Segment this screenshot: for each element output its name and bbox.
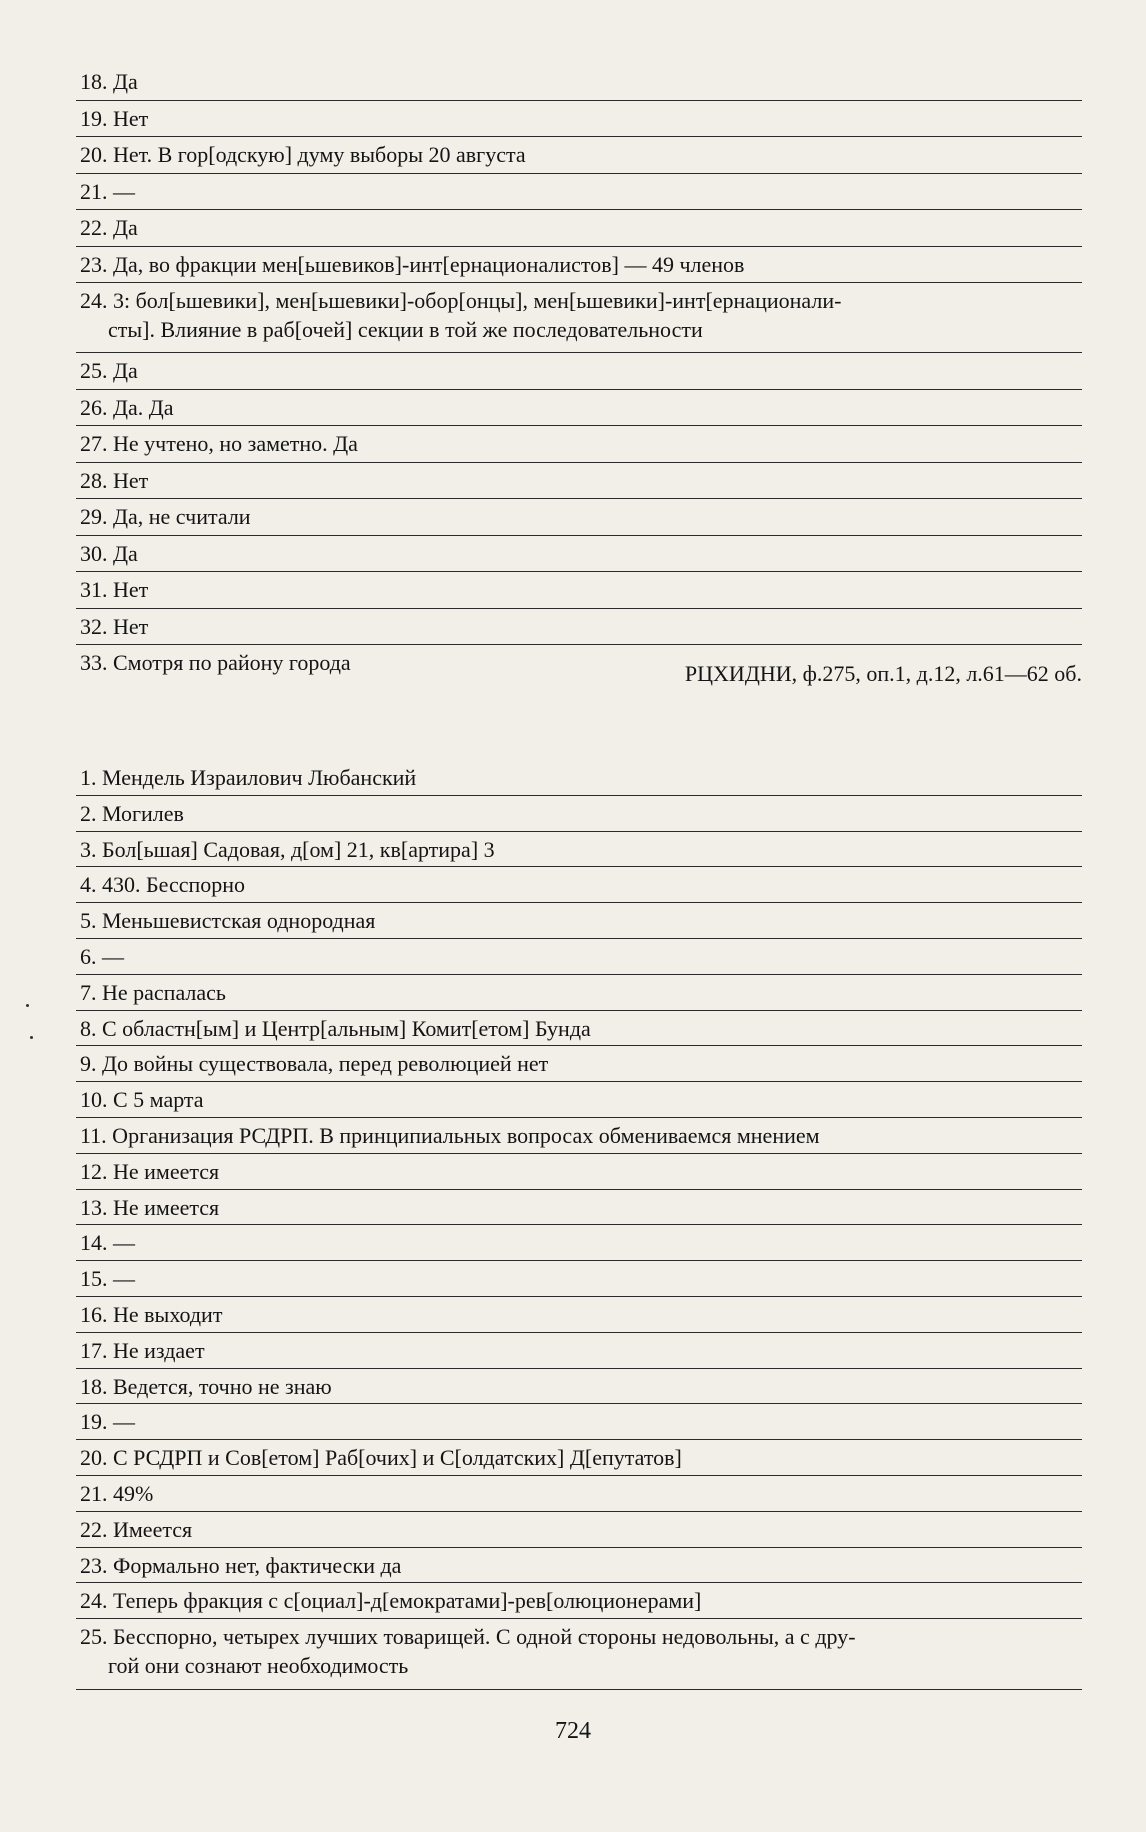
answer-line: 24. 3: бол[ьшевики], мен[ьшевики]-обор[онцы], мен[ьшевики]-инт[ернационали- [80, 288, 842, 313]
questionnaire-answers-part-1 [76, 64, 1082, 682]
answer-row [76, 283, 1082, 353]
answer-row: 24. Теперь фракция с с[оциал]-д[емократами]-рев[олюционерами] [76, 1583, 1082, 1619]
answer-row: 21. 49% [76, 1476, 1082, 1512]
questionnaire-answers-part-2 [76, 760, 1082, 1690]
answer-row: 18. Да [76, 64, 1082, 101]
answer-row: 23. Да, во фракции мен[ьшевиков]-инт[ернационалистов] — 49 членов [76, 247, 1082, 284]
page-number: 724 [555, 1718, 591, 1744]
answer-row: 20. С РСДРП и Сов[етом] Раб[очих] и С[олдатских] Д[епутатов] [76, 1440, 1082, 1476]
answer-row: 31. Нет [76, 572, 1082, 609]
answer-row: 15. — [76, 1261, 1082, 1297]
answer-row: 7. Не распалась [76, 975, 1082, 1011]
answer-row: 22. Имеется [76, 1512, 1082, 1548]
answer-row: 18. Ведется, точно не знаю [76, 1369, 1082, 1405]
answer-row: 16. Не выходит [76, 1297, 1082, 1333]
answer-row: 6. — [76, 939, 1082, 975]
answer-row: 21. — [76, 174, 1082, 211]
ink-speck [26, 1004, 29, 1007]
answer-row: 19. — [76, 1404, 1082, 1440]
answer-row: 8. С областн[ым] и Центр[альным] Комит[етом] Бунда [76, 1011, 1082, 1047]
answer-row: 32. Нет [76, 609, 1082, 646]
answer-row: 3. Бол[ьшая] Садовая, д[ом] 21, кв[артира] 3 [76, 832, 1082, 868]
answer-row: 17. Не издает [76, 1333, 1082, 1369]
answer-line-continued: сты]. Влияние в раб[очей] секции в той же последовательности [108, 317, 703, 342]
answer-row: 29. Да, не считали [76, 499, 1082, 536]
answer-line-continued: гой они сознают необходимость [108, 1653, 409, 1679]
answer-row: 27. Не учтено, но заметно. Да [76, 426, 1082, 463]
answer-row: 13. Не имеется [76, 1190, 1082, 1226]
answer-row: 20. Нет. В гор[одскую] думу выборы 20 августа [76, 137, 1082, 174]
answer-row: 5. Меньшевистская однородная [76, 903, 1082, 939]
answer-row: 1. Мендель Израилович Любанский [76, 760, 1082, 796]
answer-row: 28. Нет [76, 463, 1082, 500]
answer-row: 10. С 5 марта [76, 1082, 1082, 1118]
answer-row: 26. Да. Да [76, 390, 1082, 427]
answer-row: 9. До войны существовала, перед революцией нет [76, 1046, 1082, 1082]
answer-row: 22. Да [76, 210, 1082, 247]
archive-source-reference: РЦХИДНИ, ф.275, оп.1, д.12, л.61—62 об. [684, 661, 1082, 686]
answer-row: 4. 430. Бесспорно [76, 867, 1082, 903]
answer-row: 25. Да [76, 353, 1082, 390]
answer-row: 33. Смотря по району города [80, 650, 351, 675]
answer-row [76, 1619, 1082, 1690]
ink-speck [30, 1036, 33, 1039]
answer-row: 14. — [76, 1225, 1082, 1261]
answer-row: 11. Организация РСДРП. В принципиальных вопросах обмениваемся мнением [76, 1118, 1082, 1154]
answer-row: 2. Могилев [76, 796, 1082, 832]
answer-row: 23. Формально нет, фактически да [76, 1548, 1082, 1584]
answer-line: 25. Бесспорно, четырех лучших товарищей. С одной стороны недовольны, а с дру- [80, 1624, 856, 1650]
answer-row: 30. Да [76, 536, 1082, 573]
answer-row: 19. Нет [76, 101, 1082, 138]
answer-row: 12. Не имеется [76, 1154, 1082, 1190]
